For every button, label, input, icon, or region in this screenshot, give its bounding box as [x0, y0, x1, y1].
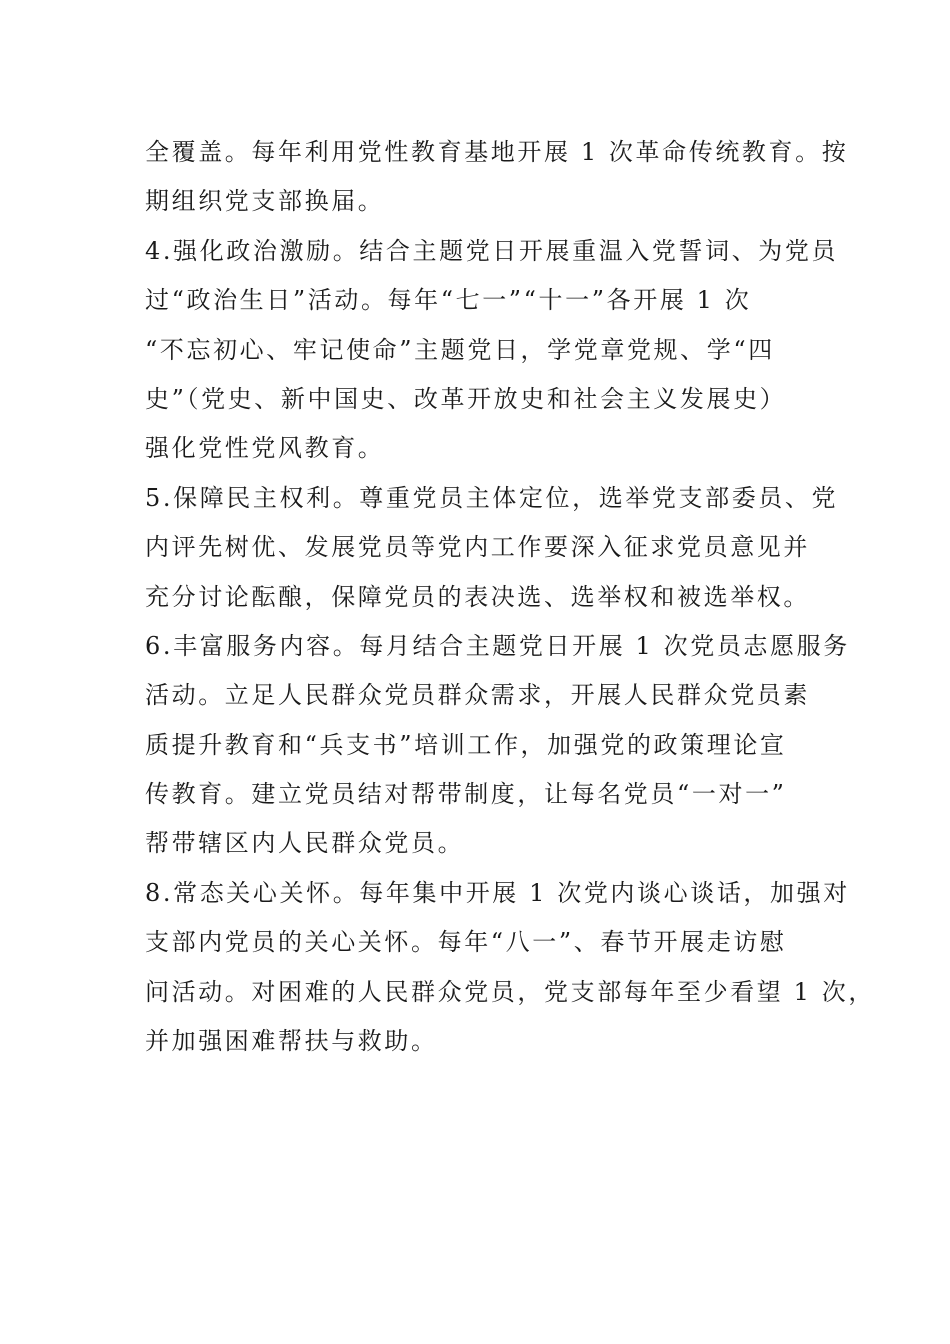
text-line: 8.常态关心关怀。每年集中开展 1 次党内谈心谈话，加强对 — [145, 878, 850, 907]
text-line: 内评先树优、发展党员等党内工作要深入征求党员意见并 — [145, 533, 810, 562]
text-line: 充分讨论酝酿，保障党员的表决选、选举权和被选举权。 — [145, 582, 810, 611]
text-line: 5.保障民主权利。尊重党员主体定位，选举党支部委员、党 — [145, 483, 839, 512]
text-line: 4.强化政治激励。结合主题党日开展重温入党誓词、为党员 — [145, 236, 839, 265]
text-line: 期组织党支部换届。 — [145, 187, 385, 216]
text-line: 问活动。对困难的人民群众党员，党支部每年至少看望 1 次， — [145, 977, 875, 1006]
text-line: 支部内党员的关心关怀。每年“八一”、春节开展走访慰 — [145, 928, 787, 957]
text-line: 6.丰富服务内容。每月结合主题党日开展 1 次党员志愿服务 — [145, 631, 850, 660]
document-body — [145, 128, 875, 1066]
text-line: 强化党性党风教育。 — [145, 434, 385, 463]
text-line: 活动。立足人民群众党员群众需求，开展人民群众党员素 — [145, 681, 810, 710]
text-line: 传教育。建立党员结对帮带制度，让每名党员“一对一” — [145, 780, 787, 809]
text-line: 过“政治生日”活动。每年“七一”“十一”各开展 1 次 — [145, 286, 752, 315]
text-line: 质提升教育和“兵支书”培训工作，加强党的政策理论宣 — [145, 730, 787, 759]
text-line: 并加强困难帮扶与救助。 — [145, 1027, 438, 1056]
text-line: 帮带辖区内人民群众党员。 — [145, 829, 465, 858]
text-line: 全覆盖。每年利用党性教育基地开展 1 次革命传统教育。按 — [145, 138, 849, 166]
text-line: 史”（党史、新中国史、改革开放史和社会主义发展史） — [145, 384, 787, 413]
text-line: “不忘初心、牢记使命”主题党日，学党章党规、学“四 — [145, 335, 775, 364]
